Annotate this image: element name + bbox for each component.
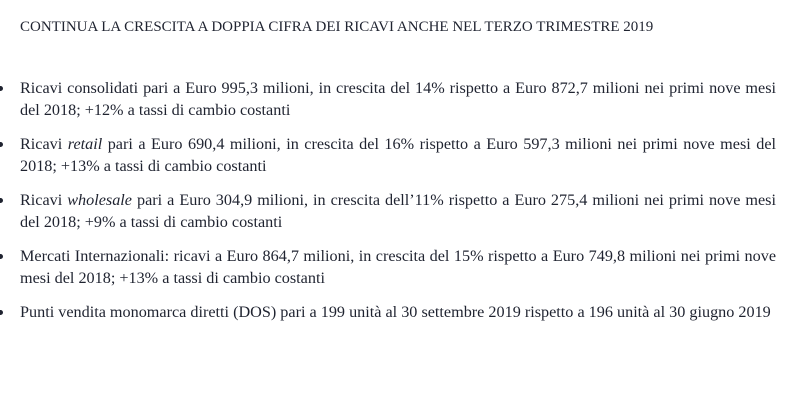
slide-title: CONTINUA LA CRESCITA A DOPPIA CIFRA DEI RICAVI ANCHE NEL TERZO TRIMESTRE 2019 (20, 19, 654, 35)
bullet-dot-icon (0, 142, 3, 147)
bullet-text-start: Ricavi (20, 135, 68, 153)
bullet-dot-icon (0, 254, 3, 259)
bullet-text-emphasis: retail (67, 135, 103, 153)
bullet-item-dos-stores (0, 301, 800, 323)
bullet-dot-icon (0, 310, 3, 315)
bullet-text: Mercati Internazionali: ricavi a Euro 864,7 milioni, in crescita del 15% rispetto a Euro 749,8 milioni nei primi nove mesi del 2018; +13% a tassi di cambio costanti (20, 247, 776, 287)
bullet-item-retail-revenue (0, 133, 800, 177)
bullet-text-end: pari a Euro 304,9 milioni, in crescita dell’11% rispetto a Euro 275,4 milioni nei primi nove mesi del 2018; +9% a tassi di cambio costanti (20, 191, 776, 231)
bullet-item-wholesale-revenue (0, 189, 800, 233)
bullet-dot-icon (0, 86, 3, 91)
bullet-item-international-markets (0, 245, 800, 289)
bullet-item-consolidated-revenue (0, 77, 800, 121)
bullet-text: Punti vendita monomarca diretti (DOS) pari a 199 unità al 30 settembre 2019 rispetto a 196 unità al 30 giugno 2019 (20, 303, 771, 321)
bullet-text-start: Ricavi (20, 191, 68, 209)
bullet-text-emphasis: wholesale (67, 191, 132, 209)
bullet-text-end: pari a Euro 690,4 milioni, in crescita del 16% rispetto a Euro 597,3 milioni nei primi nove mesi del 2018; +13% a tassi di cambio costanti (20, 135, 776, 175)
bullet-dot-icon (0, 198, 3, 203)
bullet-list (0, 77, 800, 335)
bullet-text: Ricavi consolidati pari a Euro 995,3 milioni, in crescita del 14% rispetto a Euro 872,7 milioni nei primi nove mesi del 2018; +12% a tassi di cambio costanti (20, 79, 776, 119)
